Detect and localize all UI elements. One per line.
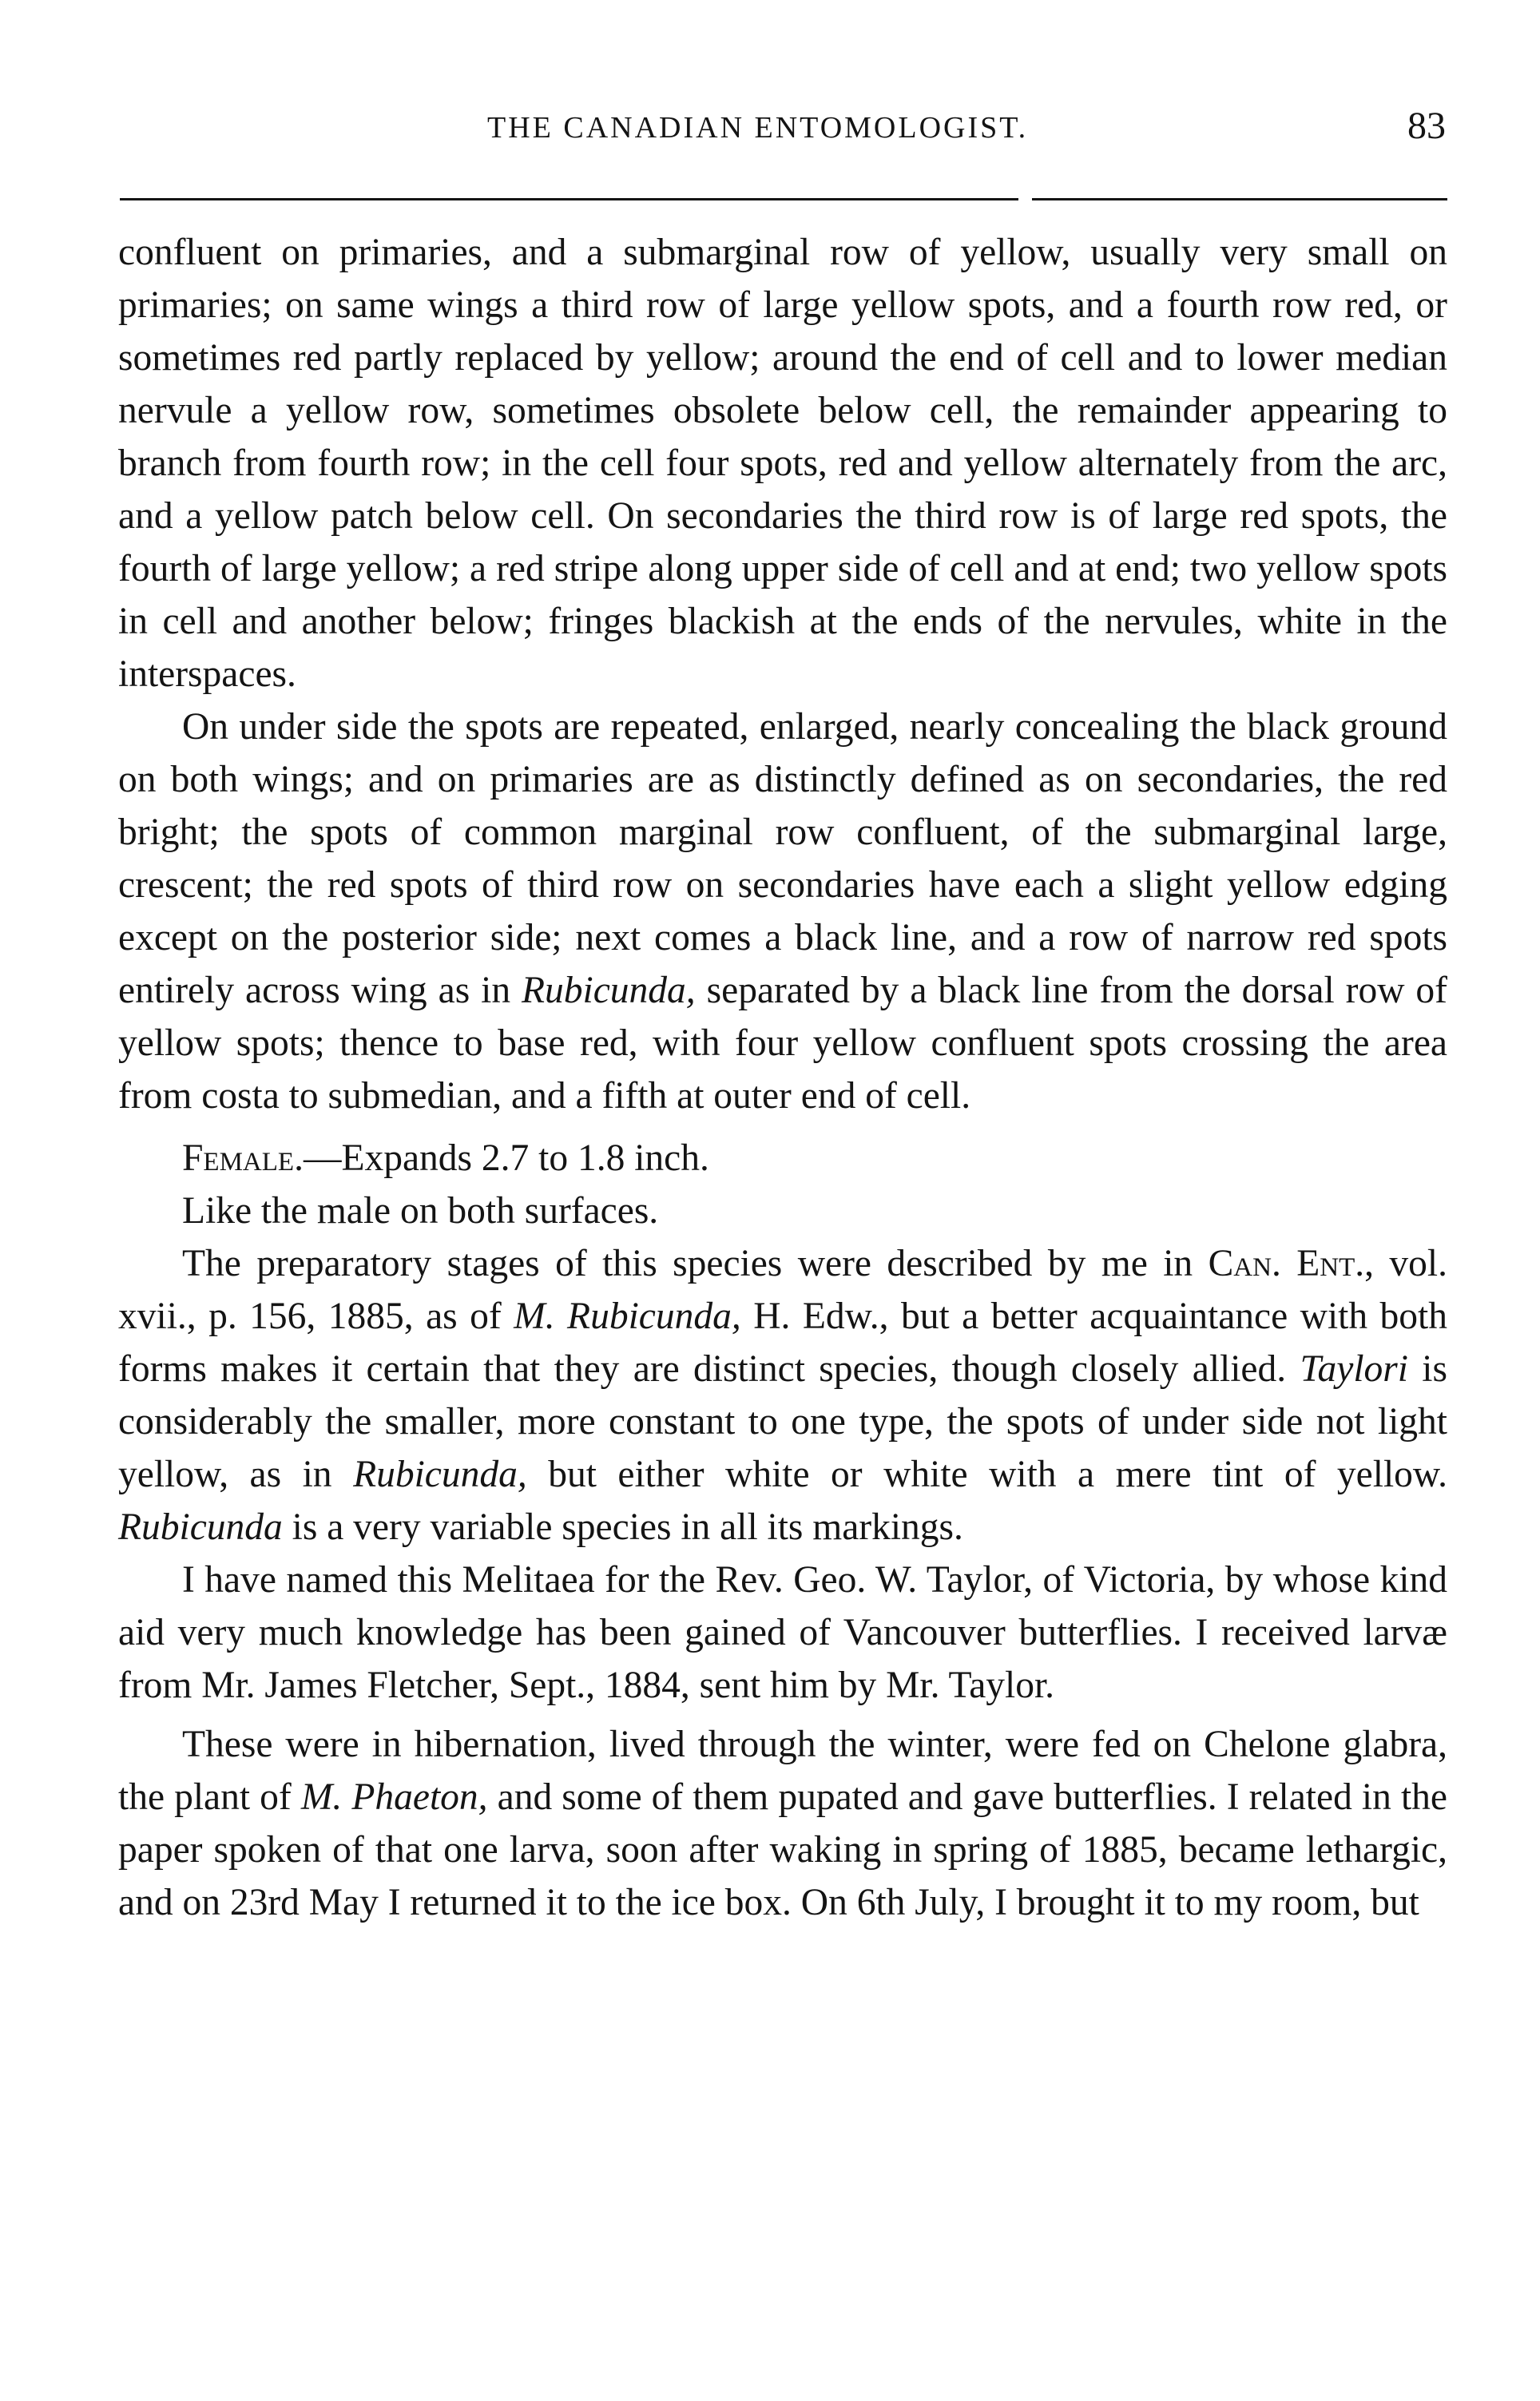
paragraph-7-text-a: These were in hibernation, lived through the winter, were fed on Chelone glabra, the plant of <box>118 1724 1447 1818</box>
paragraph-5-text-e: but either white or white with a mere tint of yellow. <box>526 1454 1447 1495</box>
paragraph-7-text-b: and some of them pupated and gave butterflies. I related in the paper spoken of that one larva, soon after waking in spring of 1885, became lethargic, and on 23rd May I returned it to the ice box. On 6th July, I brought it to my room, but <box>118 1776 1447 1923</box>
paragraph-5 <box>118 1237 1447 1554</box>
running-head: THE CANADIAN ENTOMOLOGIST. <box>487 111 1029 145</box>
paragraph-5-text-b: , vol. xvii., p. 156, 1885, as of <box>118 1243 1447 1337</box>
paragraph-1: confluent on primaries, and a submarginal row of yellow, usually very small on primaries; on same wings a third row of large yellow spots, and a fourth row red, or sometimes red partly replaced by yellow; around the end of cell and to lower median nervule a yellow row, sometimes obsolete below cell, the remainder appearing to branch from fourth row; in the cell four spots, red and yellow alternately from the arc, and a yellow patch below cell. On secondaries the third row is of large red spots, the fourth of large yellow; a red stripe along upper side of cell and at end; two yellow spots in cell and another below; fringes blackish at the ends of the nervules, white in the interspaces. <box>118 232 1447 695</box>
female-label: Female. <box>182 1137 304 1179</box>
paragraph-4: Like the male on both surfaces. <box>182 1190 659 1232</box>
paragraph-6: I have named this Melitaea for the Rev. Geo. W. Taylor, of Victoria, by whose kind aid very much knowledge has been gained of Vancouver butterflies. I received larvæ from Mr. James Fletcher, Sept., 1884, sent him by Mr. Taylor. <box>118 1559 1447 1706</box>
paragraph-2 <box>118 700 1447 1122</box>
species-name-rubicunda-3: Rubicunda <box>118 1506 283 1548</box>
page-header <box>120 104 1446 160</box>
species-name-m-rubicunda: M. Rubicunda, <box>514 1296 741 1337</box>
paragraph-5-text-c: H. Edw., but a better acquaintance with both forms makes it certain that they are distinct species, though closely allied. <box>118 1296 1447 1390</box>
species-name-rubicunda: Rubicunda, <box>522 970 696 1011</box>
paragraph-5-text-d: is considerably the smaller, more constant to one type, the spots of under side not light yellow, as in <box>118 1348 1447 1495</box>
species-name-phaeton: M. Phaeton, <box>300 1776 488 1818</box>
journal-abbrev: Can. Ent. <box>1208 1243 1365 1284</box>
species-name-taylori: Taylori <box>1300 1348 1408 1390</box>
paragraph-5-text-f: is a very variable species in all its markings. <box>282 1506 963 1548</box>
paragraph-2-text-b: separated by a black line from the dorsal row of yellow spots; thence to base red, with four yellow confluent spots crossing the area from costa to submedian, and a fifth at outer end of cell. <box>118 970 1448 1117</box>
header-rule-right <box>1032 198 1447 200</box>
header-rule-left <box>120 198 1018 200</box>
body-text <box>118 226 1447 1929</box>
species-name-rubicunda-2: Rubicunda, <box>353 1454 527 1495</box>
paragraph-female <box>118 1132 1447 1185</box>
paragraph-7 <box>118 1718 1447 1929</box>
paragraph-5-text-a: The preparatory stages of this species were described by me in <box>182 1243 1209 1284</box>
female-text: —Expands 2.7 to 1.8 inch. <box>303 1137 709 1179</box>
page-number: 83 <box>1407 105 1446 147</box>
paragraph-2-text-a: On under side the spots are repeated, enlarged, nearly concealing the black ground on both wings; and on primaries are as distinctly defined as on secondaries, the red bright; the spots of common marginal row confluent, of the submarginal large, crescent; the red spots of third row on secondaries have each a slight yellow edging except on the posterior side; next comes a black line, and a row of narrow red spots entirely across wing as in <box>118 706 1447 1011</box>
